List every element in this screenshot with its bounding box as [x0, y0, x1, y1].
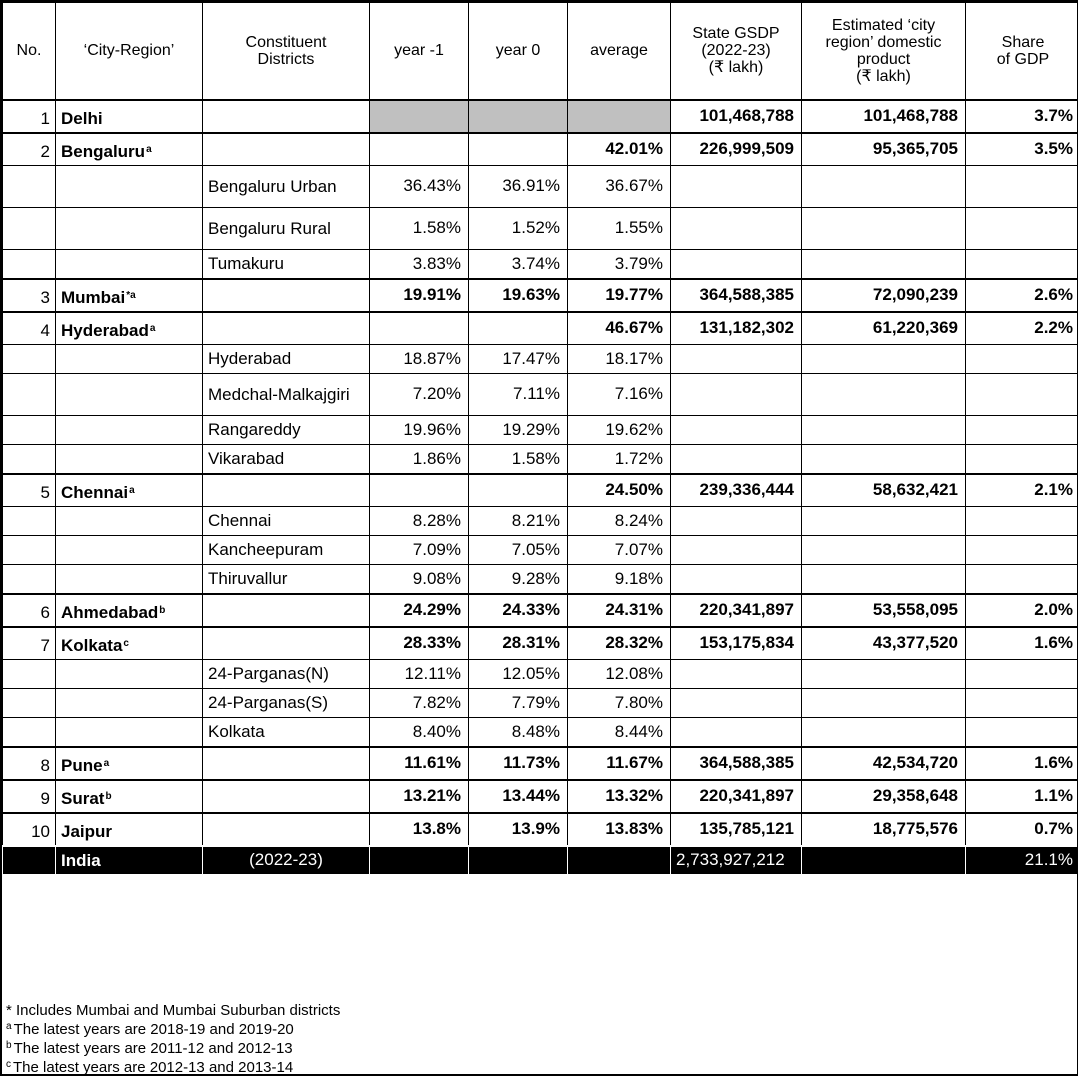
row-number [3, 535, 56, 564]
average-value: 3.79% [568, 249, 671, 279]
row-number [3, 165, 56, 207]
city-name-text: Pune [61, 755, 103, 775]
district-name: Chennai [203, 506, 370, 535]
row-number [3, 846, 56, 875]
table-row-city [3, 594, 1079, 627]
estimated-product-value: 53,558,095 [802, 594, 966, 627]
year-minus-1-value: 3.83% [370, 249, 469, 279]
share-of-gdp-value [966, 207, 1079, 249]
city-region-name [56, 444, 203, 474]
share-of-gdp-value [966, 564, 1079, 594]
year-0-value [469, 846, 568, 875]
districts-cell [203, 747, 370, 780]
share-of-gdp-value: 2.6% [966, 279, 1079, 312]
table-row-total [3, 846, 1079, 875]
city-name-text: Chennai [61, 482, 129, 502]
year-minus-1-value [370, 474, 469, 507]
row-number: 1 [3, 100, 56, 133]
year-minus-1-value: 24.29% [370, 594, 469, 627]
city-region-name [56, 100, 203, 133]
year-0-value: 7.79% [469, 688, 568, 717]
city-region-name [56, 344, 203, 373]
share-of-gdp-value: 2.1% [966, 474, 1079, 507]
average-value: 1.72% [568, 444, 671, 474]
row-number: 3 [3, 279, 56, 312]
table-row-city [3, 627, 1079, 660]
state-gsdp-value [671, 444, 802, 474]
footnote-marker: b [159, 604, 166, 616]
district-name: Vikarabad [203, 444, 370, 474]
state-gsdp-value: 239,336,444 [671, 474, 802, 507]
year-minus-1-value: 7.09% [370, 535, 469, 564]
share-of-gdp-value [966, 506, 1079, 535]
year-0-value: 1.52% [469, 207, 568, 249]
average-value: 24.50% [568, 474, 671, 507]
districts-cell [203, 627, 370, 660]
share-of-gdp-value [966, 444, 1079, 474]
row-number [3, 415, 56, 444]
state-gsdp-value [671, 688, 802, 717]
header-year-minus-1: year -1 [370, 3, 469, 100]
estimated-product-value [802, 415, 966, 444]
city-region-name [56, 594, 203, 627]
estimated-product-value [802, 249, 966, 279]
year-0-value: 28.31% [469, 627, 568, 660]
average-value: 42.01% [568, 133, 671, 166]
average-value: 9.18% [568, 564, 671, 594]
table-row-city [3, 279, 1079, 312]
year-0-value [469, 100, 568, 133]
share-of-gdp-value: 1.6% [966, 627, 1079, 660]
header-average: average [568, 3, 671, 100]
row-number [3, 344, 56, 373]
year-minus-1-value: 13.21% [370, 780, 469, 813]
city-region-name [56, 474, 203, 507]
state-gsdp-value [671, 415, 802, 444]
average-value [568, 100, 671, 133]
year-0-value [469, 474, 568, 507]
table-row-city [3, 813, 1079, 846]
district-name: Bengaluru Urban [203, 165, 370, 207]
share-of-gdp-value: 3.7% [966, 100, 1079, 133]
table-row-district [3, 717, 1079, 747]
state-gsdp-value: 364,588,385 [671, 747, 802, 780]
header-estimated-product: Estimated ‘city region’ domestic product (₹ lakh) [802, 3, 966, 100]
year-0-value: 19.63% [469, 279, 568, 312]
year-minus-1-value: 7.20% [370, 373, 469, 415]
estimated-product-value: 43,377,520 [802, 627, 966, 660]
table-row-district [3, 344, 1079, 373]
state-gsdp-value: 101,468,788 [671, 100, 802, 133]
share-of-gdp-value: 2.2% [966, 312, 1079, 345]
estimated-product-value: 42,534,720 [802, 747, 966, 780]
year-minus-1-value: 8.40% [370, 717, 469, 747]
state-gsdp-value [671, 506, 802, 535]
state-gsdp-value: 131,182,302 [671, 312, 802, 345]
district-name: Medchal-Malkajgiri [203, 373, 370, 415]
estimated-product-value [802, 444, 966, 474]
district-name: Thiruvallur [203, 564, 370, 594]
average-value: 36.67% [568, 165, 671, 207]
year-minus-1-value [370, 100, 469, 133]
table-row-district [3, 535, 1079, 564]
row-number [3, 207, 56, 249]
estimated-product-value [802, 564, 966, 594]
year-minus-1-value: 11.61% [370, 747, 469, 780]
table-row-district [3, 564, 1079, 594]
year-0-value: 24.33% [469, 594, 568, 627]
header-state-gsdp: State GSDP (2022-23) (₹ lakh) [671, 3, 802, 100]
average-value: 8.44% [568, 717, 671, 747]
state-gsdp-value: 364,588,385 [671, 279, 802, 312]
city-region-name [56, 133, 203, 166]
table-row-city [3, 474, 1079, 507]
city-name-text: Kolkata [61, 635, 123, 655]
year-0-value: 36.91% [469, 165, 568, 207]
table-row-district [3, 207, 1079, 249]
row-number: 9 [3, 780, 56, 813]
estimated-product-value: 101,468,788 [802, 100, 966, 133]
state-gsdp-value: 135,785,121 [671, 813, 802, 846]
year-0-value: 1.58% [469, 444, 568, 474]
share-of-gdp-value [966, 249, 1079, 279]
city-name-text: Surat [61, 788, 105, 808]
city-region-name [56, 717, 203, 747]
district-name: Kancheepuram [203, 535, 370, 564]
footnote-a: $^a$ The latest years are 2018-19 and 2019-20 [6, 1021, 294, 1038]
year-minus-1-value: 9.08% [370, 564, 469, 594]
row-number [3, 373, 56, 415]
year-0-value: 7.05% [469, 535, 568, 564]
row-number [3, 506, 56, 535]
header-city-region: ‘City-Region’ [56, 3, 203, 100]
state-gsdp-value [671, 207, 802, 249]
city-region-gdp-table [2, 2, 1078, 875]
estimated-product-value: 72,090,239 [802, 279, 966, 312]
city-region-name [56, 659, 203, 688]
city-name-text: Bengaluru [61, 141, 146, 161]
table-row-city [3, 100, 1079, 133]
average-value: 7.07% [568, 535, 671, 564]
header-year-0: year 0 [469, 3, 568, 100]
state-gsdp-value [671, 249, 802, 279]
year-0-value: 8.21% [469, 506, 568, 535]
share-of-gdp-value: 3.5% [966, 133, 1079, 166]
table-row-district [3, 373, 1079, 415]
estimated-product-value [802, 506, 966, 535]
districts-cell [203, 813, 370, 846]
total-year-label: (2022-23) [203, 846, 370, 875]
year-0-value: 17.47% [469, 344, 568, 373]
district-name: 24-Parganas(S) [203, 688, 370, 717]
footnote-c: $^c$ The latest years are 2012-13 and 2013-14 [6, 1059, 294, 1076]
state-gsdp-value [671, 344, 802, 373]
share-of-gdp-value: 1.1% [966, 780, 1079, 813]
table-row-city [3, 780, 1079, 813]
city-region-name [56, 780, 203, 813]
footnote-marker: a [149, 322, 156, 334]
city-name-text: Hyderabad [61, 320, 149, 340]
table-row-city [3, 133, 1079, 166]
year-0-value: 3.74% [469, 249, 568, 279]
city-region-name [56, 813, 203, 846]
state-gsdp-value: 220,341,897 [671, 780, 802, 813]
year-0-value [469, 312, 568, 345]
total-gsdp-value: 2,733,927,212 [671, 846, 802, 875]
estimated-product-value [802, 717, 966, 747]
district-name: Bengaluru Rural [203, 207, 370, 249]
year-minus-1-value [370, 846, 469, 875]
average-value: 1.55% [568, 207, 671, 249]
average-value: 11.67% [568, 747, 671, 780]
district-name: 24-Parganas(N) [203, 659, 370, 688]
footnotes [6, 1001, 340, 1076]
city-name-text: Ahmedabad [61, 602, 159, 622]
district-name: Tumakuru [203, 249, 370, 279]
estimated-product-value: 18,775,576 [802, 813, 966, 846]
row-number: 5 [3, 474, 56, 507]
year-0-value: 13.44% [469, 780, 568, 813]
year-0-value: 12.05% [469, 659, 568, 688]
row-number [3, 659, 56, 688]
row-number: 10 [3, 813, 56, 846]
share-of-gdp-value [966, 165, 1079, 207]
year-minus-1-value: 13.8% [370, 813, 469, 846]
row-number [3, 717, 56, 747]
state-gsdp-value: 153,175,834 [671, 627, 802, 660]
estimated-product-value [802, 535, 966, 564]
estimated-product-value [802, 688, 966, 717]
estimated-product-value [802, 373, 966, 415]
year-minus-1-value: 12.11% [370, 659, 469, 688]
row-number [3, 688, 56, 717]
city-region-name [56, 207, 203, 249]
average-value: 19.62% [568, 415, 671, 444]
city-region-name [56, 279, 203, 312]
estimated-product-value [802, 659, 966, 688]
average-value: 13.83% [568, 813, 671, 846]
table-row-district [3, 165, 1079, 207]
share-of-gdp-value [966, 659, 1079, 688]
footnote-marker: a [103, 757, 110, 769]
average-value: 7.80% [568, 688, 671, 717]
share-of-gdp-value [966, 373, 1079, 415]
year-minus-1-value [370, 133, 469, 166]
city-region-name [56, 506, 203, 535]
total-name: India [56, 846, 203, 875]
table-row-district [3, 688, 1079, 717]
average-value: 19.77% [568, 279, 671, 312]
city-region-name [56, 415, 203, 444]
footnote-marker: a [146, 143, 152, 155]
year-0-value [469, 133, 568, 166]
year-0-value: 19.29% [469, 415, 568, 444]
state-gsdp-value [671, 564, 802, 594]
state-gsdp-value [671, 373, 802, 415]
estimated-product-value [802, 207, 966, 249]
state-gsdp-value [671, 659, 802, 688]
footnote-marker: a [129, 484, 135, 496]
city-region-name [56, 747, 203, 780]
year-0-value: 11.73% [469, 747, 568, 780]
footnote-marker: *a [126, 289, 136, 301]
average-value: 46.67% [568, 312, 671, 345]
table-row-city [3, 312, 1079, 345]
footnote-marker: b [105, 790, 112, 802]
districts-cell [203, 594, 370, 627]
row-number: 7 [3, 627, 56, 660]
districts-cell [203, 133, 370, 166]
district-name: Kolkata [203, 717, 370, 747]
year-minus-1-value: 36.43% [370, 165, 469, 207]
district-name: Rangareddy [203, 415, 370, 444]
estimated-product-value: 58,632,421 [802, 474, 966, 507]
estimated-product-value: 29,358,648 [802, 780, 966, 813]
state-gsdp-value [671, 165, 802, 207]
table-row-district [3, 506, 1079, 535]
districts-cell [203, 100, 370, 133]
year-minus-1-value: 19.91% [370, 279, 469, 312]
year-minus-1-value: 1.58% [370, 207, 469, 249]
share-of-gdp-value [966, 688, 1079, 717]
row-number: 2 [3, 133, 56, 166]
average-value: 7.16% [568, 373, 671, 415]
average-value: 12.08% [568, 659, 671, 688]
estimated-product-value: 61,220,369 [802, 312, 966, 345]
share-of-gdp-value: 0.7% [966, 813, 1079, 846]
state-gsdp-value: 220,341,897 [671, 594, 802, 627]
estimated-product-value [802, 344, 966, 373]
year-minus-1-value: 18.87% [370, 344, 469, 373]
year-minus-1-value: 28.33% [370, 627, 469, 660]
share-of-gdp-value [966, 344, 1079, 373]
city-region-name [56, 688, 203, 717]
districts-cell [203, 780, 370, 813]
footnote-asterisk: * Includes Mumbai and Mumbai Suburban districts [6, 1002, 341, 1019]
row-number [3, 564, 56, 594]
district-name: Hyderabad [203, 344, 370, 373]
table-row-district [3, 444, 1079, 474]
estimated-product-value [802, 165, 966, 207]
year-minus-1-value [370, 312, 469, 345]
row-number [3, 249, 56, 279]
share-of-gdp-value: 1.6% [966, 747, 1079, 780]
row-number: 6 [3, 594, 56, 627]
total-share-value: 21.1% [966, 846, 1079, 875]
year-minus-1-value: 19.96% [370, 415, 469, 444]
table-row-district [3, 249, 1079, 279]
table-row-district [3, 659, 1079, 688]
city-name-text: Mumbai [61, 287, 126, 307]
average-value [568, 846, 671, 875]
year-minus-1-value: 7.82% [370, 688, 469, 717]
average-value: 13.32% [568, 780, 671, 813]
city-region-name [56, 627, 203, 660]
districts-cell [203, 312, 370, 345]
row-number: 8 [3, 747, 56, 780]
share-of-gdp-value [966, 535, 1079, 564]
districts-cell [203, 279, 370, 312]
table-row-district [3, 415, 1079, 444]
year-0-value: 7.11% [469, 373, 568, 415]
districts-cell [203, 474, 370, 507]
city-region-name [56, 564, 203, 594]
year-minus-1-value: 8.28% [370, 506, 469, 535]
city-region-name [56, 249, 203, 279]
city-region-name [56, 373, 203, 415]
footnote-b: $^b$ The latest years are 2011-12 and 2012-13 [6, 1040, 293, 1057]
row-number [3, 444, 56, 474]
table-body [3, 100, 1079, 875]
city-name-text: Delhi [61, 108, 103, 128]
state-gsdp-value [671, 535, 802, 564]
year-0-value: 9.28% [469, 564, 568, 594]
state-gsdp-value: 226,999,509 [671, 133, 802, 166]
share-of-gdp-value [966, 717, 1079, 747]
header-districts: Constituent Districts [203, 3, 370, 100]
header-no: No. [3, 3, 56, 100]
share-of-gdp-value [966, 415, 1079, 444]
average-value: 18.17% [568, 344, 671, 373]
average-value: 28.32% [568, 627, 671, 660]
header-row [3, 3, 1079, 100]
share-of-gdp-value: 2.0% [966, 594, 1079, 627]
city-region-name [56, 165, 203, 207]
estimated-product-value [802, 846, 966, 875]
table-row-city [3, 747, 1079, 780]
footnote-marker: c [123, 637, 129, 649]
header-share-of-gdp: Share of GDP [966, 3, 1079, 100]
row-number: 4 [3, 312, 56, 345]
city-name-text: Jaipur [61, 821, 113, 841]
city-region-name [56, 535, 203, 564]
average-value: 8.24% [568, 506, 671, 535]
city-region-name [56, 312, 203, 345]
year-minus-1-value: 1.86% [370, 444, 469, 474]
estimated-product-value: 95,365,705 [802, 133, 966, 166]
state-gsdp-value [671, 717, 802, 747]
year-0-value: 13.9% [469, 813, 568, 846]
year-0-value: 8.48% [469, 717, 568, 747]
average-value: 24.31% [568, 594, 671, 627]
